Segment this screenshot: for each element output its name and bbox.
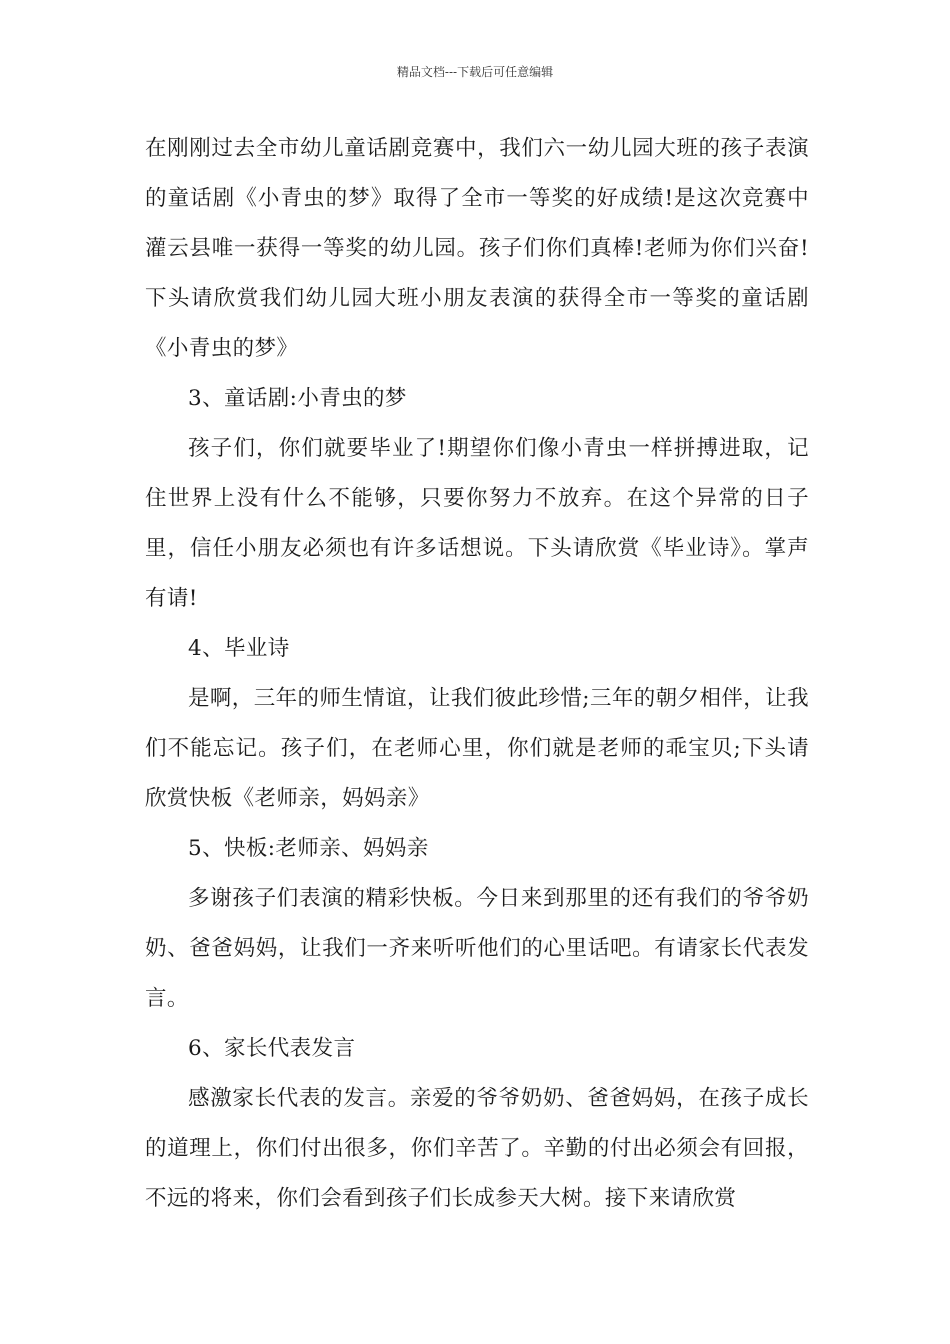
section-heading-5: 5、快板:老师亲、妈妈亲	[188, 836, 429, 861]
section-heading-3: 3、童话剧:小青虫的梦	[188, 386, 407, 411]
section-heading-6: 6、家长代表发言	[188, 1036, 356, 1061]
document-body	[145, 124, 809, 1224]
page-header: 精品文档---下载后可任意编辑	[396, 65, 554, 79]
paragraph-1: 在刚刚过去全市幼儿童话剧竞赛中，我们六一幼儿园大班的孩子表演的童话剧《小青虫的梦》取得了全市一等奖的好成绩!是这次竞赛中灌云县唯一获得一等奖的幼儿园。孩子们你们真棒!老师为你们兴奋!下头请欣赏我们幼儿园大班小朋友表演的获得全市一等奖的童话剧《小青虫的梦》	[145, 136, 809, 361]
paragraph-5: 感激家长代表的发言。亲爱的爷爷奶奶、爸爸妈妈，在孩子成长的道理上，你们付出很多，你们辛苦了。辛勤的付出必须会有回报，不远的将来，你们会看到孩子们长成参天大树。接下来请欣赏	[145, 1086, 809, 1211]
paragraph-4: 多谢孩子们表演的精彩快板。今日来到那里的还有我们的爷爷奶奶、爸爸妈妈，让我们一齐来听听他们的心里话吧。有请家长代表发言。	[145, 886, 809, 1011]
section-heading-4: 4、毕业诗	[188, 636, 290, 661]
paragraph-3: 是啊，三年的师生情谊，让我们彼此珍惜;三年的朝夕相伴，让我们不能忘记。孩子们，在老师心里，你们就是老师的乖宝贝;下头请欣赏快板《老师亲，妈妈亲》	[145, 686, 809, 811]
paragraph-2: 孩子们，你们就要毕业了!期望你们像小青虫一样拼搏进取，记住世界上没有什么不能够，只要你努力不放弃。在这个异常的日子里，信任小朋友必须也有许多话想说。下头请欣赏《毕业诗》。掌声有请!	[145, 436, 809, 611]
